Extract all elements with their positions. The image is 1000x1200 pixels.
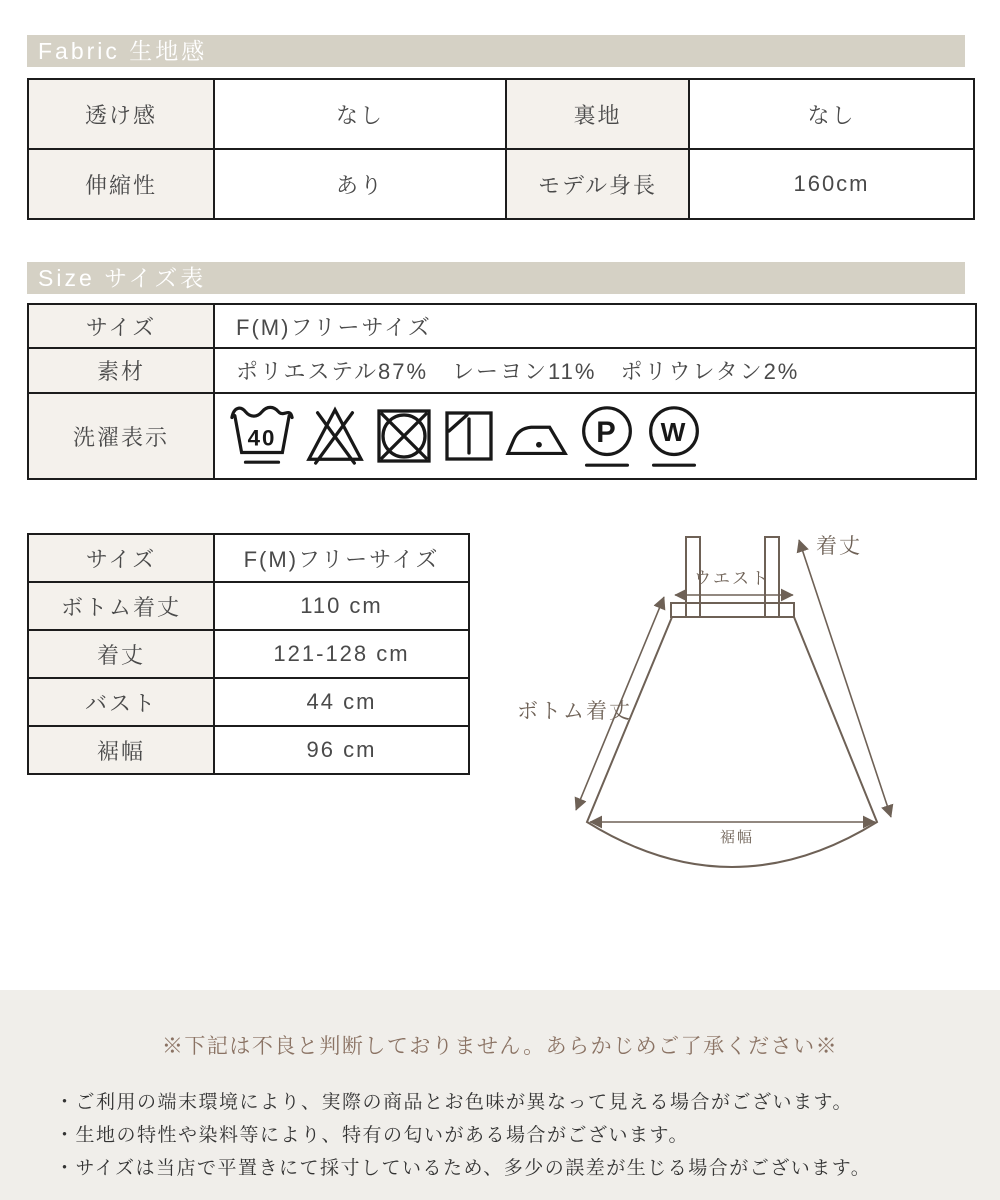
table-cell-value: 44 cm xyxy=(214,678,469,726)
care-symbols-cell xyxy=(214,393,976,479)
waist-label: ウエスト xyxy=(694,569,770,588)
svg-text:W: W xyxy=(660,416,688,447)
table-cell-value: なし xyxy=(214,79,506,149)
table-cell-value: 96 cm xyxy=(214,726,469,774)
length-arrow xyxy=(799,540,891,817)
notes-list xyxy=(55,1086,1000,1185)
table-cell-value: 110 cm xyxy=(214,582,469,630)
table-cell-value: F(M)フリーサイズ xyxy=(214,534,469,582)
size-info-table xyxy=(27,303,977,480)
bottom-length-label: ボトム着丈 xyxy=(517,700,632,723)
care-symbols-row xyxy=(215,401,975,471)
table-row xyxy=(28,534,469,582)
size-section-header: Size サイズ表 xyxy=(27,262,965,294)
table-cell-value: なし xyxy=(689,79,974,149)
table-cell-label: 素材 xyxy=(28,348,214,393)
table-cell-value: 160cm xyxy=(689,149,974,219)
dry-clean-p-gentle-icon xyxy=(578,401,636,471)
table-row xyxy=(28,726,469,774)
wash-40-gentle-icon xyxy=(229,402,295,470)
table-cell-label: 裾幅 xyxy=(28,726,214,774)
fabric-table xyxy=(27,78,975,220)
no-tumble-dry-icon xyxy=(375,402,433,470)
table-row xyxy=(28,149,974,219)
note-item: ・ご利用の端末環境により、実際の商品とお色味が異なって見える場合がございます。 xyxy=(55,1092,853,1113)
svg-text:P: P xyxy=(596,416,618,449)
table-cell-label: サイズ xyxy=(28,304,214,348)
table-row xyxy=(28,348,976,393)
length-label: 着丈 xyxy=(816,535,862,558)
line-dry-in-shade-icon xyxy=(442,402,496,470)
no-bleach-icon xyxy=(304,402,366,470)
fabric-section-header: Fabric 生地感 xyxy=(27,35,965,67)
note-item: ・サイズは当店で平置きにて採寸しているため、多少の誤差が生じる場合がございます。 xyxy=(55,1158,872,1179)
table-row xyxy=(28,304,976,348)
table-cell-label: モデル身長 xyxy=(506,149,689,219)
measurement-table xyxy=(27,533,470,775)
table-cell-value: ポリエステル87% レーヨン11% ポリウレタン2% xyxy=(214,348,976,393)
wet-clean-w-gentle-icon xyxy=(645,401,703,471)
table-cell-value: 121-128 cm xyxy=(214,630,469,678)
table-cell-label: 着丈 xyxy=(28,630,214,678)
table-cell-value: あり xyxy=(214,149,506,219)
garment-measurement-diagram xyxy=(489,515,919,885)
table-row xyxy=(28,630,469,678)
table-row xyxy=(28,393,976,479)
table-cell-label: 伸縮性 xyxy=(28,149,214,219)
table-cell-label: バスト xyxy=(28,678,214,726)
table-cell-label: ボトム着丈 xyxy=(28,582,214,630)
notes-header: ※下記は不良と判断しておりません。あらかじめご了承ください※ xyxy=(161,1035,839,1058)
waistband-line xyxy=(671,603,794,617)
table-row xyxy=(28,79,974,149)
table-row xyxy=(28,582,469,630)
table-cell-label: 透け感 xyxy=(28,79,214,149)
table-cell-label: 裏地 xyxy=(506,79,689,149)
table-row xyxy=(28,678,469,726)
hem-width-label: 裾幅 xyxy=(719,829,755,846)
svg-text:40: 40 xyxy=(247,425,277,451)
notes-section xyxy=(0,990,1000,1200)
table-cell-label: サイズ xyxy=(28,534,214,582)
table-cell-label: 洗濯表示 xyxy=(28,393,214,479)
iron-low-icon xyxy=(505,402,569,470)
table-cell-value: F(M)フリーサイズ xyxy=(214,304,976,348)
note-item: ・生地の特性や染料等により、特有の匂いがある場合がございます。 xyxy=(55,1125,689,1146)
